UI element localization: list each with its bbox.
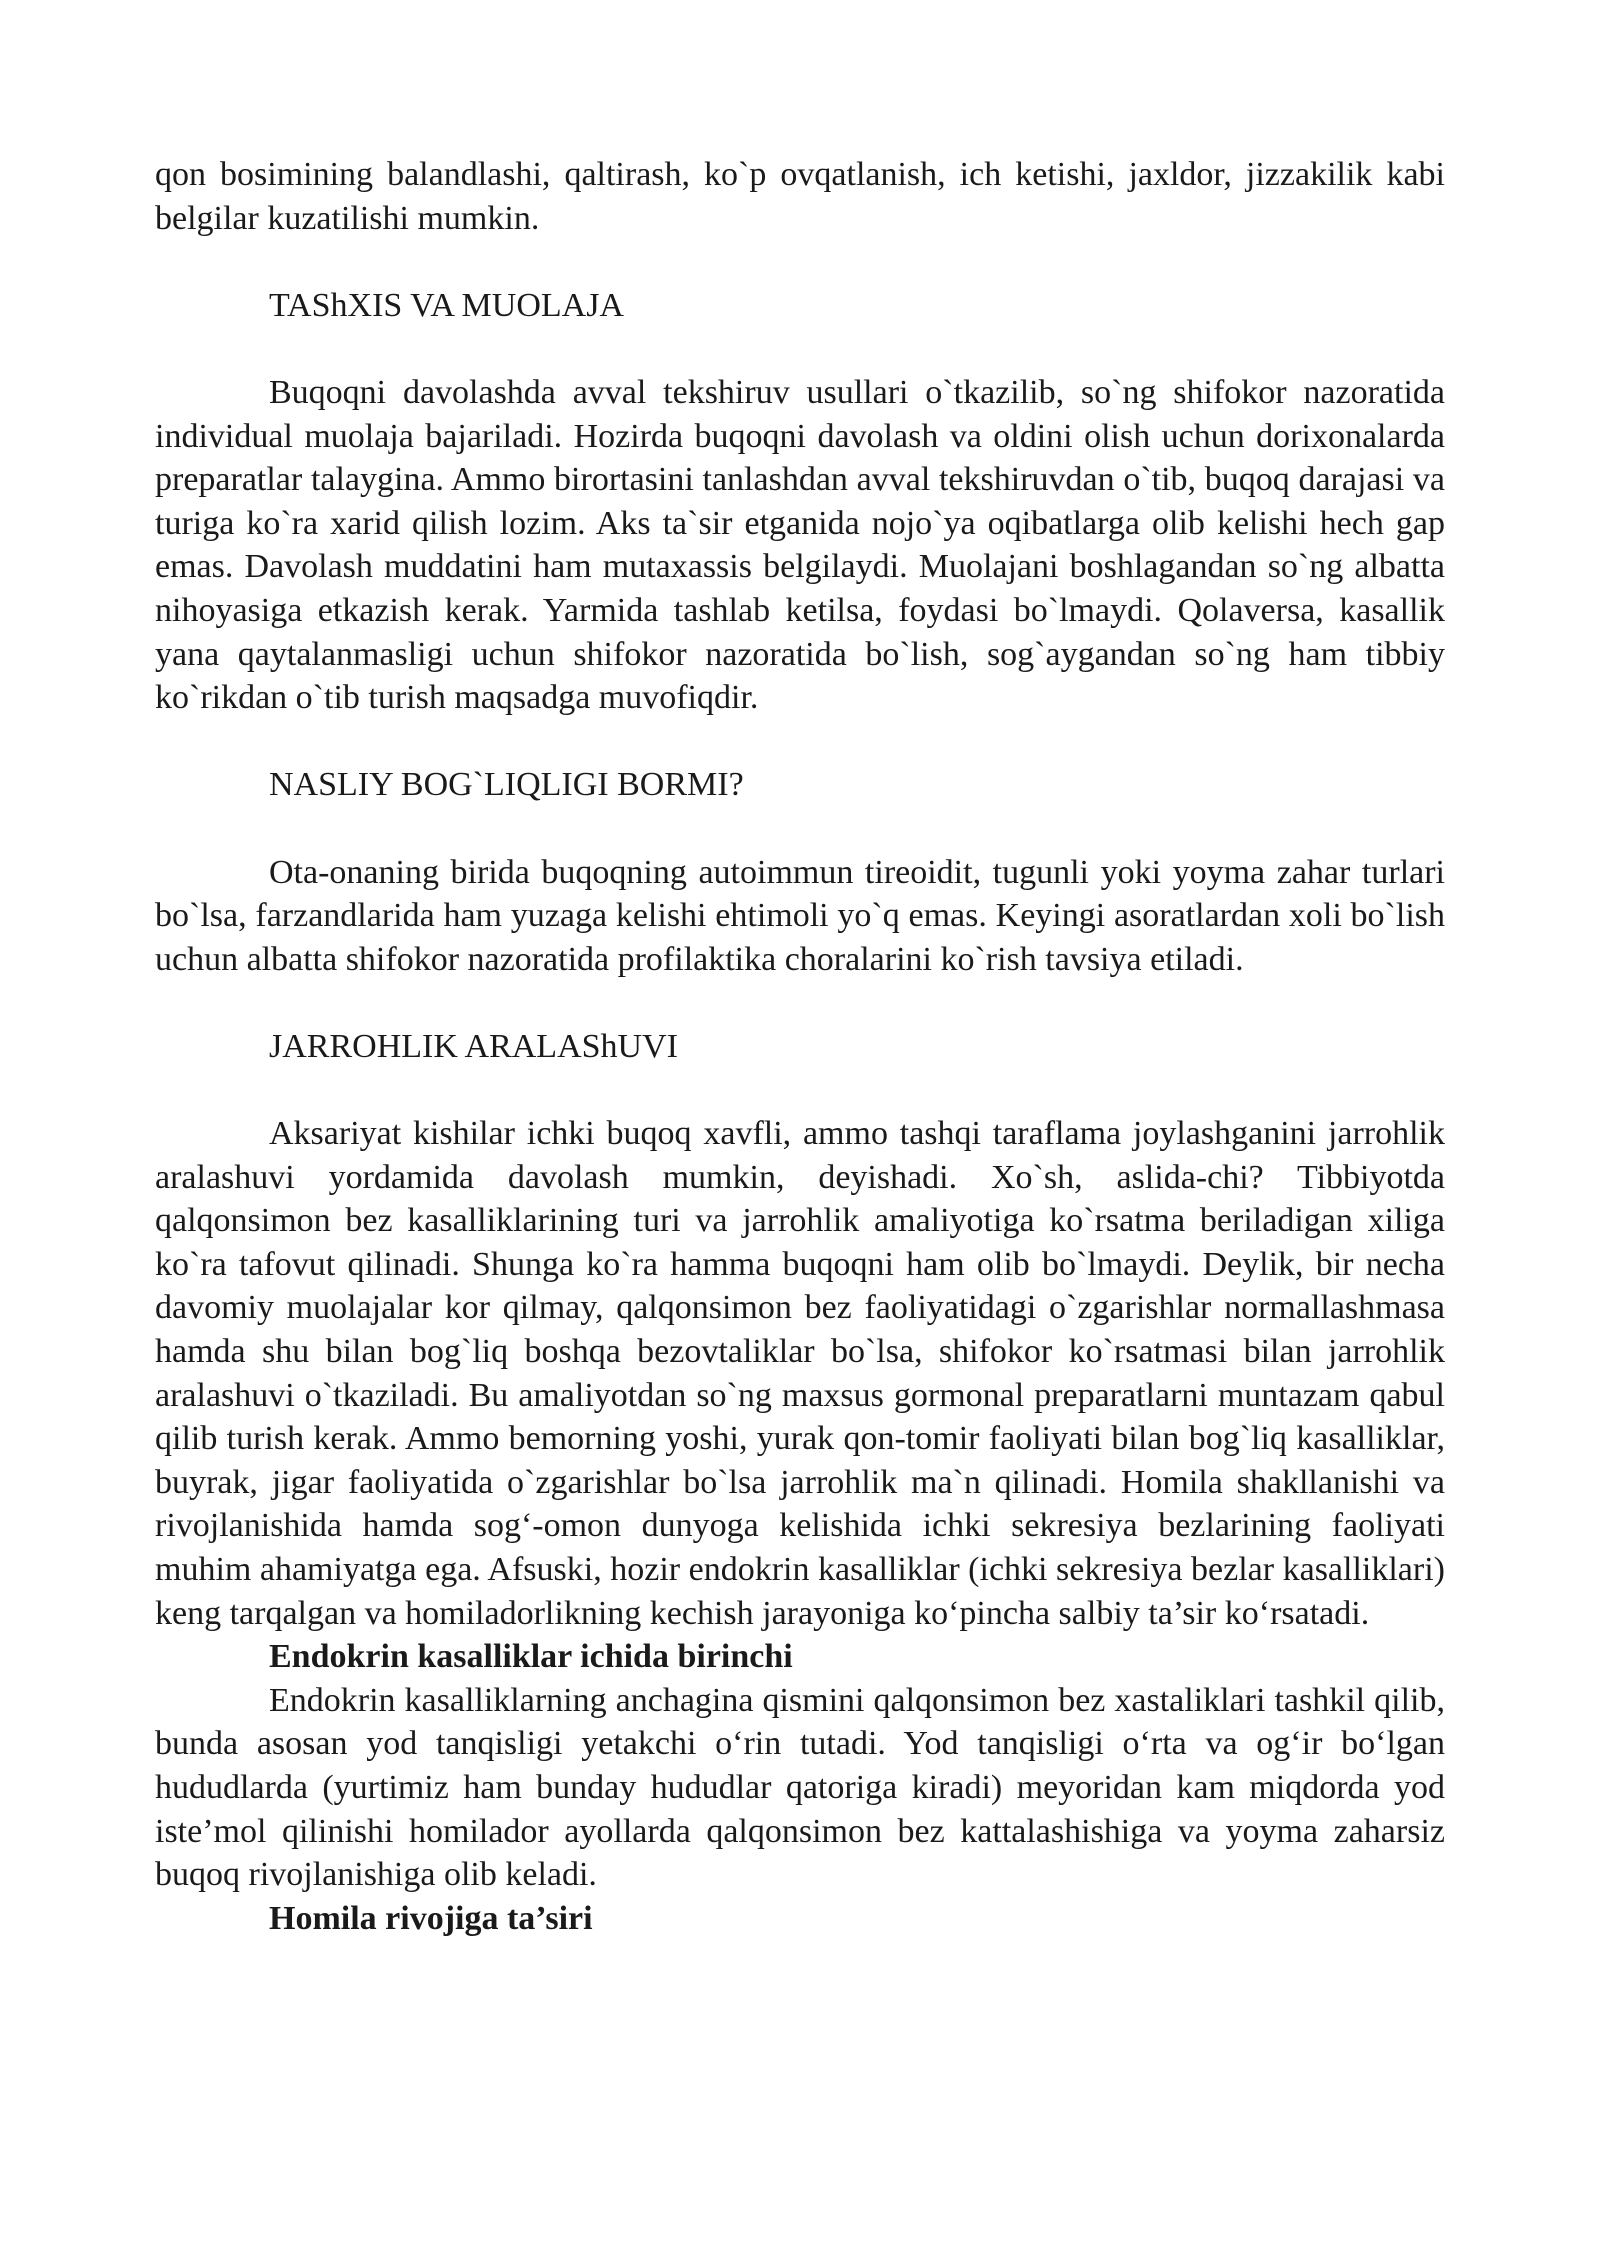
section-paragraph-endokrin: Endokrin kasalliklarning anchagina qismini qalqonsimon bez xastaliklari tashkil qilib, bunda asosan yod tanqisligi yetakchi o‘rin tutadi. Yod tanqisligi o‘rta va og‘ir bo‘lgan hududlarda (yurtimiz ham bunday hududlar qatoriga kiradi) meyoridan kam miqdorda yod iste’mol qilinishi homilador ayollarda qalqonsimon bez kattalashishiga va yoyma zaharsiz buqoq rivojlanishiga olib keladi. [155, 1681, 1445, 1894]
section-heading-endokrin: Endokrin kasalliklar ichida birinchi [269, 1638, 793, 1676]
document-page [155, 153, 1445, 1940]
section-paragraph-tashxis: Buqoqni davolashda avval tekshiruv usullari o`tkazilib, so`ng shifokor nazoratida individual muolaja bajariladi. Hozirda buqoqni davolash va oldini olish uchun dorixonalarda preparatlar talaygina. Ammo birortasini tanlashdan avval tekshiruvdan o`tib, buqoq darajasi va turiga ko`ra xarid qilish lozim. Aks ta`sir etganida nojo`ya oqibatlarga olib kelishi hech gap emas. Davolash muddatini ham mutaxassis belgilaydi. Muolajani boshlagandan so`ng albatta nihoyasiga etkazish kerak. Yarmida tashlab ketilsa, foydasi bo`lmaydi. Qolaversa, kasallik yana qaytalanmasligi uchun shifokor nazoratida bo`lish, sog`aygandan so`ng ham tibbiy ko`rikdan o`tib turish maqsadga muvofiqdir. [155, 373, 1445, 717]
section-heading-nasliy: NASLIY BOG`LIQLIGI BORMI? [269, 766, 744, 804]
intro-paragraph: qon bosimining balandlashi, qaltirash, ko`p ovqatlanish, ich ketishi, jaxldor, jizzakilik kabi belgilar kuzatilishi mumkin. [155, 156, 1445, 237]
section-heading-tashxis: TAShXIS VA MUOLAJA [269, 286, 624, 324]
section-heading-homila: Homila rivojiga ta’siri [269, 1899, 593, 1937]
section-paragraph-jarrohlik: Aksariyat kishilar ichki buqoq xavfli, ammo tashqi taraflama joylashganini jarrohlik aralashuvi yordamida davolash mumkin, deyishadi. Xo`sh, aslida-chi? Tibbiyotda qalqonsimon bez kasalliklarining turi va jarrohlik amaliyotiga ko`rsatma beriladigan xiliga ko`ra tafovut qilinadi. Shunga ko`ra hamma buqoqni ham olib bo`lmaydi. Deylik, bir necha davomiy muolajalar kor qilmay, qalqonsimon bez faoliyatidagi o`zgarishlar normallashmasa hamda shu bilan bog`liq boshqa bezovtaliklar bo`lsa, shifokor ko`rsatmasi bilan jarrohlik aralashuvi o`tkaziladi. Bu amaliyotdan so`ng maxsus gormonal preparatlarni muntazam qabul qilib turish kerak. Ammo bemorning yoshi, yurak qon-tomir faoliyati bilan bog`liq kasalliklar, buyrak, jigar faoliyatida o`zgarishlar bo`lsa jarrohlik ma`n qilinadi. Homila shakllanishi va rivojlanishida hamda sog‘-omon dunyoga kelishida ichki sekresiya bezlarining faoliyati muhim ahamiyatga ega. Afsuski, hozir endokrin kasalliklar (ichki sekresiya bezlar kasalliklari) keng tarqalgan va homiladorlikning kechish jarayoniga ko‘pincha salbiy ta’sir ko‘rsatadi. [155, 1115, 1445, 1632]
section-paragraph-nasliy: Ota-onaning birida buqoqning autoimmun tireoidit, tugunli yoki yoyma zahar turlari bo`lsa, farzandlarida ham yuzaga kelishi ehtimoli yo`q emas. Keyingi asoratlardan xoli bo`lish uchun albatta shifokor nazoratida profilaktika choralarini ko`rish tavsiya etiladi. [155, 853, 1445, 978]
section-heading-jarrohlik: JARROHLIK ARALAShUVI [269, 1027, 678, 1065]
